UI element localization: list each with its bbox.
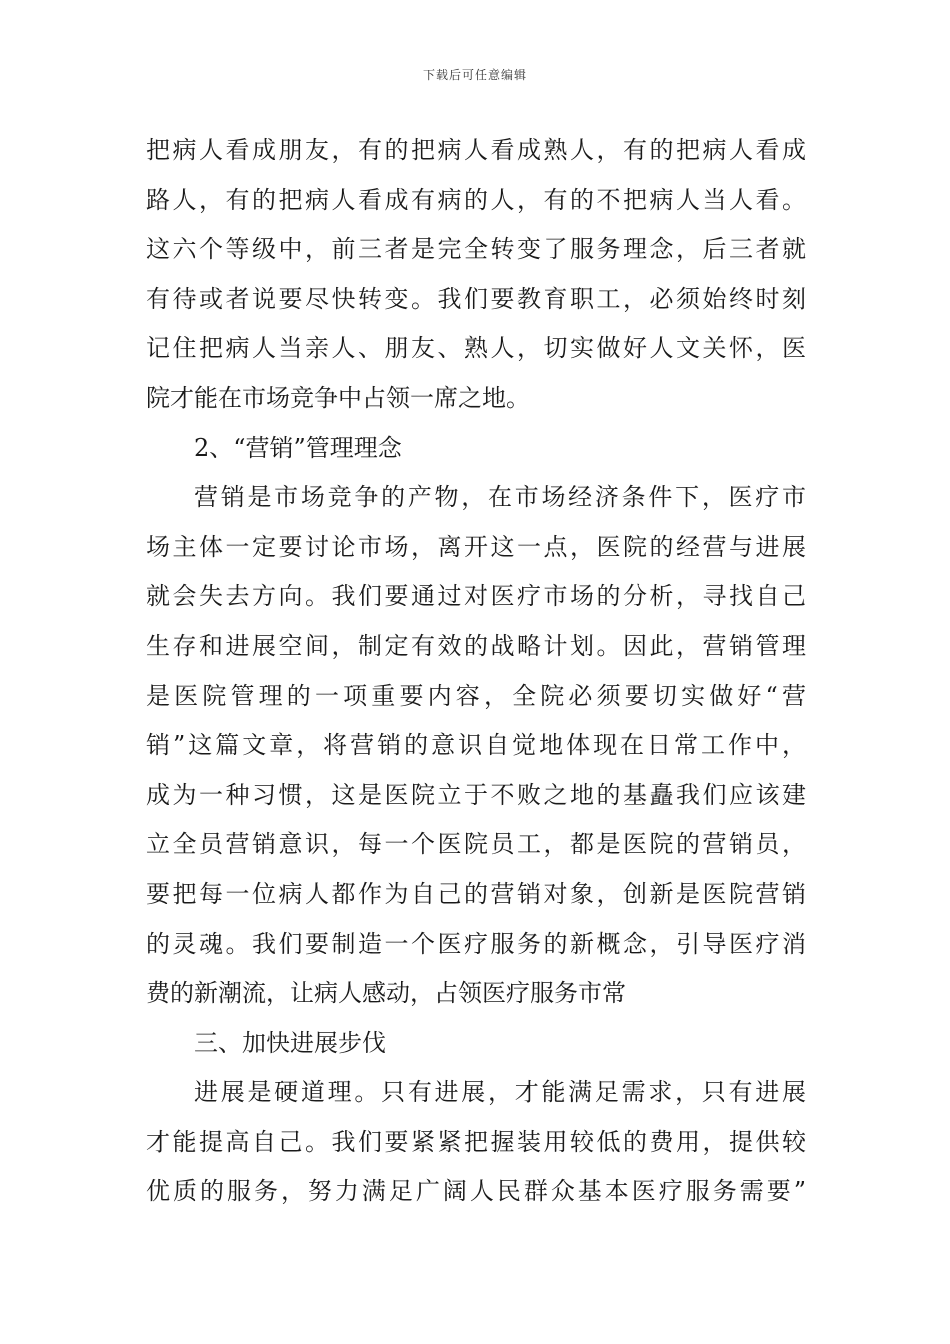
text-line: 立全员营销意识，每一个医院员工，都是医院的营销员，: [146, 830, 806, 859]
text-line: 院才能在市场竞争中占领一席之地。: [146, 383, 530, 412]
text-line: 进展是硬道理。只有进展，才能满足需求，只有进展: [194, 1078, 806, 1107]
text-line: 把病人看成朋友，有的把病人看成熟人，有的把病人看成: [146, 136, 806, 164]
text-line: 有待或者说要尽快转变。我们要教育职工，必须始终时刻: [146, 284, 806, 313]
text-line: 才能提高自己。我们要紧紧把握装用较低的费用，提供较: [146, 1127, 806, 1156]
page-header: 下载后可任意编辑: [422, 68, 527, 82]
section-heading: 三、加快进展步伐: [194, 1028, 386, 1057]
text-line: 销”这篇文章，将营销的意识自觉地体现在日常工作中，: [146, 731, 806, 760]
text-line: 路人，有的把病人看成有病的人，有的不把病人当人看。: [146, 185, 806, 214]
text-line: 的灵魂。我们要制造一个医疗服务的新概念，引导医疗消: [146, 929, 806, 958]
document-body: [146, 126, 806, 1217]
text-line: 成为一种习惯，这是医院立于不败之地的基矗我们应该建: [146, 780, 806, 809]
text-line: 要把每一位病人都作为自己的营销对象，创新是医院营销: [146, 879, 806, 908]
text-line: 费的新潮流，让病人感动，占领医疗服务市常: [146, 979, 626, 1008]
text-line: 这六个等级中，前三者是完全转变了服务理念，后三者就: [146, 235, 806, 264]
text-line: 是医院管理的一项重要内容，全院必须要切实做好“营: [146, 681, 806, 710]
text-line: 营销是市场竞争的产物，在市场经济条件下，医疗市: [194, 483, 806, 512]
text-line: 场主体一定要讨论市场，离开这一点，医院的经营与进展: [146, 532, 806, 561]
text-line: 优质的服务，努力满足广阔人民群众基本医疗服务需要”: [146, 1177, 806, 1206]
text-line: 就会失去方向。我们要通过对医疗市场的分析，寻找自己: [146, 582, 806, 611]
text-line: 生存和进展空间，制定有效的战略计划。因此，营销管理: [146, 631, 806, 660]
section-heading: 2、“营销”管理理念: [194, 433, 402, 462]
text-line: 记住把病人当亲人、朋友、熟人，切实做好人文关怀，医: [146, 334, 806, 363]
